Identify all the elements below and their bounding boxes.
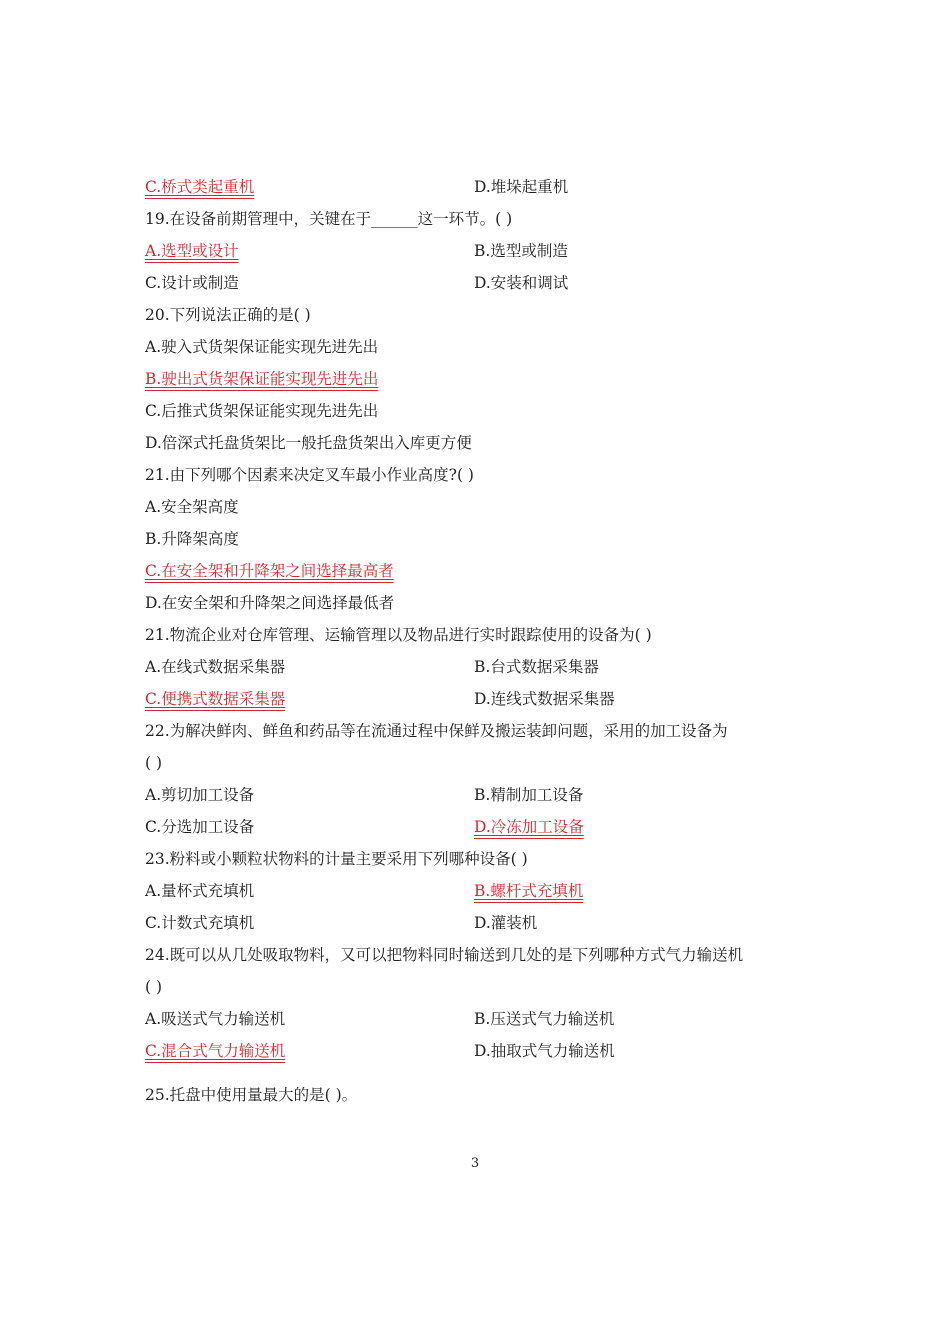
answer-option: C.设计或制造 [145, 274, 239, 292]
text-line [145, 203, 825, 235]
text-line [145, 619, 825, 651]
question-text: ( ) [145, 754, 163, 772]
answer-option: D.灌装机 [474, 914, 538, 932]
question-text: D.在安全架和升降架之间选择最低者 [145, 594, 395, 612]
answer-option: B.台式数据采集器 [474, 658, 599, 676]
answer-option: B.选型或制造 [474, 242, 568, 260]
text-line [145, 331, 825, 363]
option-row [145, 907, 825, 939]
question-text: 25.托盘中使用量最大的是( )。 [145, 1086, 358, 1104]
question-text: 22.为解决鲜肉、鲜鱼和药品等在流通过程中保鲜及搬运装卸问题，采用的加工设备为 [145, 722, 728, 740]
text-line [145, 395, 825, 427]
option-row [145, 779, 825, 811]
correct-answer-option: C.便携式数据采集器 [145, 690, 286, 708]
question-text: 24.既可以从几处吸取物料，又可以把物料同时输送到几处的是下列哪种方式气力输送机 [145, 946, 744, 964]
option-row [145, 1035, 825, 1067]
text-line [145, 427, 825, 459]
correct-answer-option: B.驶出式货架保证能实现先进先出 [145, 370, 379, 388]
answer-option: C.分选加工设备 [145, 818, 255, 836]
question-text: ( ) [145, 978, 163, 996]
correct-answer-option: C.在安全架和升降架之间选择最高者 [145, 562, 394, 580]
text-line [145, 971, 825, 1003]
text-line [145, 555, 825, 587]
correct-answer-option: B.螺杆式充填机 [474, 882, 584, 900]
correct-answer-option: C.桥式类起重机 [145, 178, 255, 196]
text-line [145, 939, 825, 971]
answer-option: A.剪切加工设备 [145, 786, 255, 804]
text-line [145, 363, 825, 395]
text-line [145, 459, 825, 491]
question-text: D.倍深式托盘货架比一般托盘货架出入库更方便 [145, 434, 472, 452]
option-row [145, 651, 825, 683]
answer-option: D.安装和调试 [474, 274, 569, 292]
option-row [145, 875, 825, 907]
question-text: 21.由下列哪个因素来决定叉车最小作业高度?( ) [145, 466, 474, 484]
answer-option: D.抽取式气力输送机 [474, 1042, 615, 1060]
correct-answer-option: D.冷冻加工设备 [474, 818, 584, 836]
page-number: 3 [470, 1156, 480, 1171]
answer-option: A.吸送式气力输送机 [145, 1010, 286, 1028]
answer-option: D.堆垛起重机 [474, 178, 569, 196]
question-text: 21.物流企业对仓库管理、运输管理以及物品进行实时跟踪使用的设备为( ) [145, 626, 652, 644]
text-line [145, 747, 825, 779]
answer-option: A.在线式数据采集器 [145, 658, 286, 676]
option-row [145, 235, 825, 267]
answer-option: D.连线式数据采集器 [474, 690, 615, 708]
text-line [145, 715, 825, 747]
text-line [145, 1079, 825, 1111]
question-text: A.安全架高度 [145, 498, 239, 516]
question-text: A.驶入式货架保证能实现先进先出 [145, 338, 379, 356]
answer-option: B.压送式气力输送机 [474, 1010, 615, 1028]
question-text: 20.下列说法正确的是( ) [145, 306, 311, 324]
answer-option: A.量杯式充填机 [145, 882, 255, 900]
option-row [145, 811, 825, 843]
question-text: 19.在设备前期管理中，关键在于______这一环节。( ) [145, 210, 513, 228]
question-list [145, 171, 825, 1111]
question-text: 23.粉料或小颗粒状物料的计量主要采用下列哪种设备( ) [145, 850, 528, 868]
text-line [145, 299, 825, 331]
correct-answer-option: A.选型或设计 [145, 242, 239, 260]
option-row [145, 683, 825, 715]
answer-option: B.精制加工设备 [474, 786, 584, 804]
answer-option: C.计数式充填机 [145, 914, 255, 932]
question-text: B.升降架高度 [145, 530, 239, 548]
option-row [145, 1003, 825, 1035]
option-row [145, 267, 825, 299]
text-line [145, 587, 825, 619]
correct-answer-option: C.混合式气力输送机 [145, 1042, 286, 1060]
question-text: C.后推式货架保证能实现先进先出 [145, 402, 379, 420]
text-line [145, 491, 825, 523]
text-line [145, 843, 825, 875]
text-line [145, 523, 825, 555]
option-row [145, 171, 825, 203]
